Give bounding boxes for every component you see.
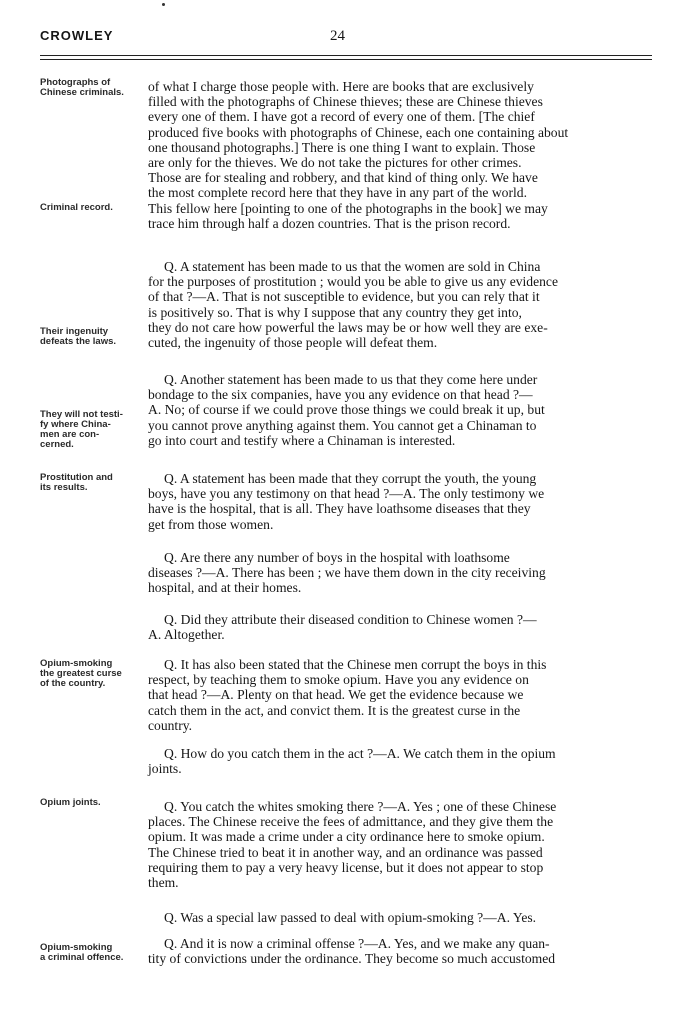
marginal-note-line: Criminal record. <box>40 202 113 213</box>
text-line: for the purposes of prostitution ; would you be able to give us any evidence <box>148 274 558 290</box>
paragraph <box>148 657 652 733</box>
marginal-note-line: They will not testi- <box>40 409 123 420</box>
text-line: This fellow here [pointing to one of the photographs in the book] we may <box>148 200 548 216</box>
text-line: The Chinese tried to beat it in another way, and an ordinance was passed <box>148 844 543 860</box>
marginal-note-line: the greatest curse <box>40 668 122 679</box>
text-line: of that ?—A. That is not susceptible to evidence, but you can rely that it <box>148 289 540 305</box>
header-rule <box>40 55 652 56</box>
marginal-note <box>40 798 144 808</box>
paragraph <box>148 550 652 596</box>
paragraph <box>148 79 652 231</box>
text-line: A. No; of course if we could prove those things we could break it up, but <box>148 402 545 418</box>
paragraph <box>148 910 652 925</box>
text-line: have is the hospital, that is all. They have loathsome diseases that they <box>148 501 531 517</box>
text-line: Q. It has also been stated that the Chinese men corrupt the boys in this <box>164 657 547 672</box>
text-line: joints. <box>148 761 182 777</box>
ink-speck <box>162 3 165 6</box>
text-line: requiring them to pay a very heavy license, but it does not appear to stop <box>148 859 544 875</box>
text-line: they do not care how powerful the laws may be or how well they are exe- <box>148 319 548 335</box>
text-line: Q. Are there any number of boys in the hospital with loathsome <box>164 550 510 565</box>
text-line: produced five books with photographs of Chinese, each one containing about <box>148 124 569 140</box>
text-line: A. Altogether. <box>148 627 225 643</box>
text-line: Q. Did they attribute their diseased condition to Chinese women ?— <box>164 612 537 627</box>
text-line: bondage to the six companies, have you any evidence on that head ?— <box>148 387 533 403</box>
paragraph <box>148 471 652 532</box>
marginal-note-line: cerned. <box>40 439 74 450</box>
text-line: Q. How do you catch them in the act ?—A. We catch them in the opium <box>164 746 556 761</box>
text-line: Q. You catch the whites smoking there ?—A. Yes ; one of these Chinese <box>164 799 557 814</box>
marginal-note-line: Opium-smoking <box>40 942 113 953</box>
marginal-note <box>40 943 144 963</box>
text-line: hospital, and at their homes. <box>148 580 302 596</box>
text-line: respect, by teaching them to smoke opium. Have you any evidence on <box>148 672 529 688</box>
paragraph <box>148 612 652 642</box>
text-line: places. The Chinese receive the fees of admittance, and they give them the <box>148 814 554 830</box>
text-line: get from those women. <box>148 516 274 532</box>
paragraph <box>148 746 652 776</box>
text-line: Q. Was a special law passed to deal with opium-smoking ?—A. Yes. <box>164 910 537 925</box>
marginal-note <box>40 78 144 98</box>
marginal-note-line: of the country. <box>40 678 106 689</box>
marginal-note-line: its results. <box>40 482 88 493</box>
marginal-note-line: Opium-smoking <box>40 658 113 669</box>
text-line: diseases ?—A. There has been ; we have them down in the city receiving <box>148 565 546 581</box>
text-line: country. <box>148 717 193 733</box>
text-line: them. <box>148 875 179 891</box>
text-line: is positively so. That is why I suppose that any country they get into, <box>148 304 522 320</box>
text-line: Q. And it is now a criminal offense ?—A. Yes, and we make any quan- <box>164 936 550 951</box>
text-line: tity of convictions under the ordinance. They become so much accustomed <box>148 951 556 967</box>
text-line: Q. Another statement has been made to us that they come here under <box>164 372 538 387</box>
marginal-note-line: Photographs of <box>40 77 111 88</box>
text-line: boys, have you any testimony on that head ?—A. The only testimony we <box>148 486 545 502</box>
paragraph <box>148 372 652 448</box>
marginal-note-line: fy where China- <box>40 419 111 430</box>
marginal-note-line: Their ingenuity <box>40 326 109 337</box>
text-line: one thousand photographs.] There is one thing I want to explain. Those <box>148 139 536 155</box>
paragraph <box>148 936 652 966</box>
running-title: CROWLEY <box>40 28 114 43</box>
paragraph <box>148 799 652 890</box>
text-line: of what I charge those people with. Here are books that are exclusively <box>148 79 534 94</box>
text-line: the most complete record here that they have in any part of the world. <box>148 185 527 201</box>
page-number: 24 <box>330 28 345 44</box>
paragraph <box>148 259 652 350</box>
text-line: every one of them. I have got a record of every one of them. [The chief <box>148 109 535 125</box>
marginal-note-line: a criminal offence. <box>40 952 124 963</box>
marginal-note <box>40 203 144 213</box>
marginal-note-line: defeats the laws. <box>40 336 117 347</box>
marginal-note-line: Chinese criminals. <box>40 87 124 98</box>
marginal-note-line: Opium joints. <box>40 797 101 808</box>
text-line: are only for the thieves. We do not take the pictures for other crimes. <box>148 155 522 171</box>
text-line: Q. A statement has been made to us that the women are sold in China <box>164 259 541 274</box>
text-line: trace him through half a dozen countries. That is the prison record. <box>148 215 511 231</box>
text-line: catch them in the act, and convict them. It is the greatest curse in the <box>148 702 521 718</box>
marginal-note-line: Prostitution and <box>40 472 113 483</box>
marginal-note-line: men are con- <box>40 429 100 440</box>
text-line: filled with the photographs of Chinese thieves; these are Chinese thieves <box>148 94 543 110</box>
text-line: that head ?—A. Plenty on that head. We get the evidence because we <box>148 687 524 703</box>
text-line: opium. It was made a crime under a city ordinance here to smoke opium. <box>148 829 545 845</box>
header-rule-thin <box>40 59 652 60</box>
text-line: Q. A statement has been made that they corrupt the youth, the young <box>164 471 537 486</box>
marginal-note <box>40 473 144 493</box>
marginal-note <box>40 327 144 347</box>
marginal-note <box>40 659 144 689</box>
text-line: cuted, the ingenuity of those people will defeat them. <box>148 335 438 351</box>
text-line: you cannot prove anything against them. You cannot get a Chinaman to <box>148 417 537 433</box>
text-line: go into court and testify where a Chinaman is interested. <box>148 432 456 448</box>
marginal-note <box>40 410 144 450</box>
text-line: Those are for stealing and robbery, and that kind of thing only. We have <box>148 170 538 186</box>
